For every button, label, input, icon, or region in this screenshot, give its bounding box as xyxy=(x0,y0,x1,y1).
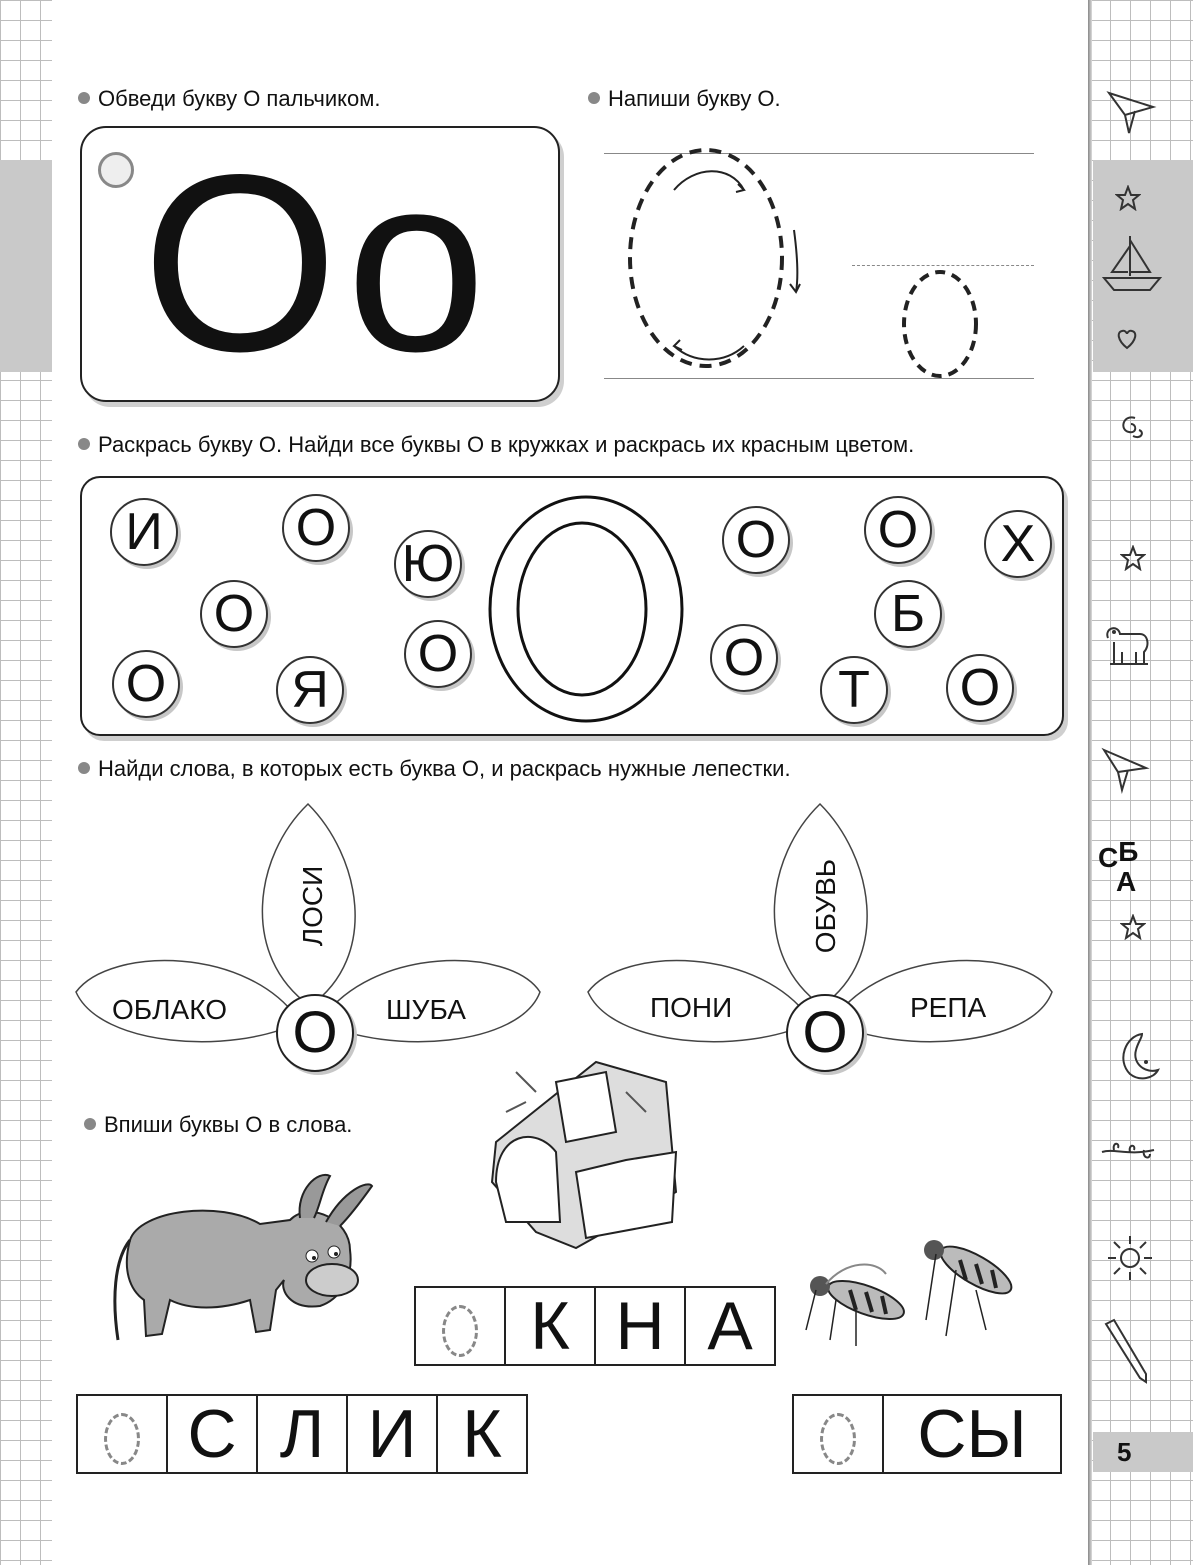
side-letter-b: Б xyxy=(1118,836,1139,867)
heart-icon xyxy=(1115,328,1139,350)
letter-circle[interactable]: Ю xyxy=(394,530,462,598)
card-hole xyxy=(98,152,134,188)
instruction-color xyxy=(78,432,914,458)
swirl-icon xyxy=(1115,410,1149,444)
instruction-write xyxy=(588,86,781,112)
letter-circle[interactable]: О xyxy=(282,494,350,562)
donkey-illustration xyxy=(100,1160,380,1360)
windows-illustration xyxy=(476,1052,696,1252)
petal-word-left: ОБЛАКО xyxy=(112,994,227,1025)
letter-circle[interactable]: О xyxy=(710,624,778,692)
letter-card[interactable] xyxy=(80,123,560,404)
bullet-dot xyxy=(588,92,600,104)
letter-circle[interactable]: Я xyxy=(276,656,344,724)
bullet-dot xyxy=(84,1118,96,1130)
bullet-dot xyxy=(78,92,90,104)
letter-circle[interactable]: О xyxy=(722,506,790,574)
letter-circle[interactable]: Т xyxy=(820,656,888,724)
dashed-o-icon xyxy=(820,1413,856,1465)
bullet-dot xyxy=(78,762,90,774)
dashed-o-icon xyxy=(104,1413,140,1465)
pencil-icon xyxy=(1100,1318,1152,1384)
side-letter-s: С xyxy=(1098,842,1119,873)
word-letter-cell: С xyxy=(166,1396,256,1472)
paper-plane-icon-2 xyxy=(1100,744,1150,794)
letter-circle[interactable]: Б xyxy=(874,580,942,648)
word-letter-cell: СЫ xyxy=(882,1396,1060,1472)
word-okna xyxy=(414,1286,776,1366)
letter-circle[interactable]: О xyxy=(404,620,472,688)
toy-dog-icon xyxy=(1100,618,1156,670)
page-number-box xyxy=(1093,1432,1193,1472)
letter-circle[interactable]: И xyxy=(110,498,178,566)
petal-word-right: РЕПА xyxy=(910,992,987,1023)
missing-letter-cell[interactable] xyxy=(416,1288,504,1364)
sun-icon xyxy=(1104,1232,1156,1284)
instruction-color-text: Раскрась букву О. Найди все буквы О в кружках и раскрась их красным цветом. xyxy=(98,432,915,457)
bullet-dot xyxy=(78,438,90,450)
missing-letter-cell[interactable] xyxy=(794,1396,882,1472)
card-letters: Оо xyxy=(142,123,495,404)
paper-plane-icon xyxy=(1105,85,1157,137)
letter-circle[interactable]: О xyxy=(112,650,180,718)
word-letter-cell: К xyxy=(436,1396,526,1472)
letter-circle[interactable]: Х xyxy=(984,510,1052,578)
instruction-write-text: Напиши букву О. xyxy=(608,86,781,111)
petal-word-left: ПОНИ xyxy=(650,992,733,1023)
petal-word-top: ЛОСИ xyxy=(297,865,328,947)
instruction-trace xyxy=(78,86,381,112)
word-oslik xyxy=(76,1394,528,1474)
page-edge xyxy=(1088,0,1092,1565)
instruction-petals xyxy=(78,756,791,782)
flower-center: О xyxy=(786,994,864,1072)
star-icon xyxy=(1115,185,1141,211)
word-letter-cell: И xyxy=(346,1396,436,1472)
instruction-trace-text: Обведи букву О пальчиком. xyxy=(98,86,381,111)
left-margin-band xyxy=(0,160,52,372)
big-outlined-o[interactable] xyxy=(486,494,686,724)
page-number: 5 xyxy=(1117,1437,1132,1467)
petal-word-right: ШУБА xyxy=(386,994,466,1025)
vine-icon xyxy=(1100,1138,1156,1168)
tracing-letters[interactable] xyxy=(604,140,1034,390)
word-letter-cell: А xyxy=(684,1288,774,1364)
side-letter-a: А xyxy=(1116,866,1137,897)
letter-circle[interactable]: О xyxy=(946,654,1014,722)
dashed-o-icon xyxy=(442,1305,478,1357)
petal-word-top: ОБУВЬ xyxy=(810,858,841,954)
wasps-illustration xyxy=(786,1230,1036,1350)
star-icon-3 xyxy=(1120,914,1146,940)
boat-icon xyxy=(1100,232,1164,296)
star-icon-2 xyxy=(1120,545,1146,571)
word-letter-cell: Н xyxy=(594,1288,684,1364)
instruction-petals-text: Найди слова, в которых есть буква О, и раскрась нужные лепестки. xyxy=(98,756,791,781)
instruction-insert xyxy=(84,1112,352,1138)
moon-icon xyxy=(1106,1030,1162,1084)
word-osy xyxy=(792,1394,1062,1474)
instruction-insert-text: Впиши буквы О в слова. xyxy=(104,1112,353,1137)
flower-center: О xyxy=(276,994,354,1072)
side-letters-icon xyxy=(1098,836,1139,897)
word-letter-cell: Л xyxy=(256,1396,346,1472)
missing-letter-cell[interactable] xyxy=(78,1396,166,1472)
letter-circle[interactable]: О xyxy=(200,580,268,648)
letter-circle[interactable]: О xyxy=(864,496,932,564)
word-letter-cell: К xyxy=(504,1288,594,1364)
